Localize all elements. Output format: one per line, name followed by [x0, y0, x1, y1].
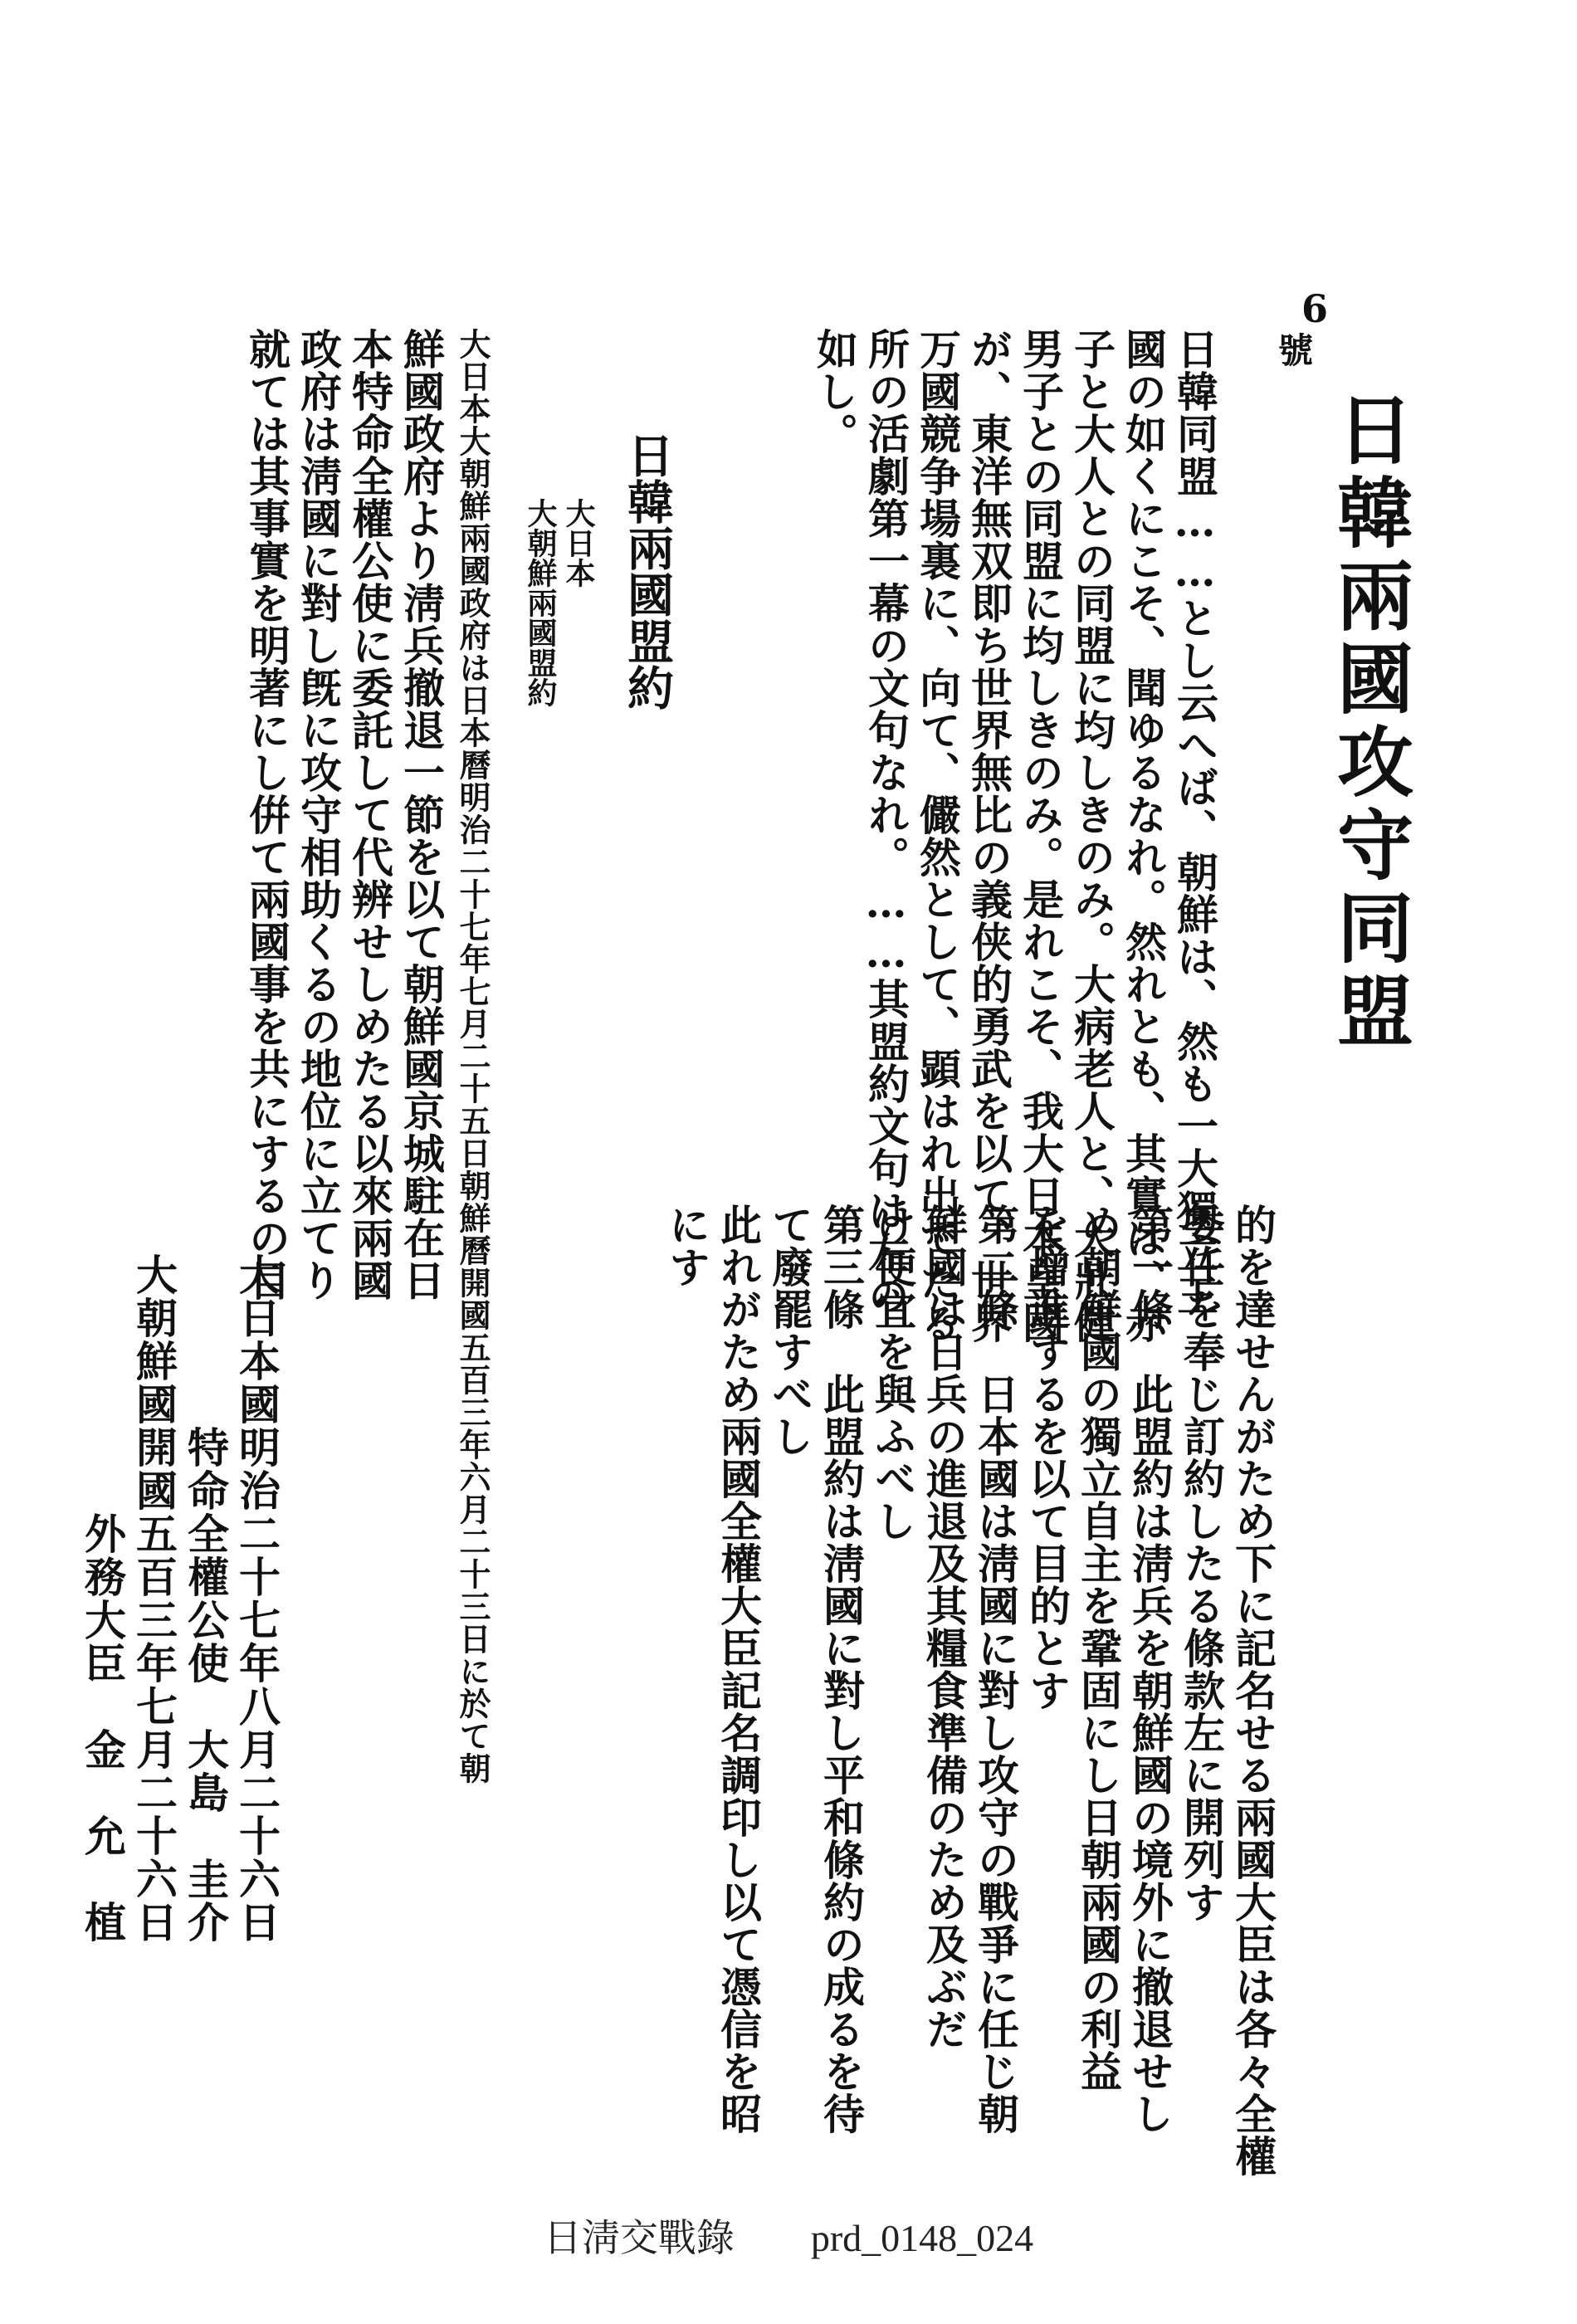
page-title: 日韓兩國攻守同盟	[1325, 390, 1414, 1054]
signature-date: 大朝鮮國開國五百三年七月二十六日	[129, 1253, 178, 1944]
page-footer: 日淸交戰錄 prd_0148_024	[543, 2217, 1034, 2259]
signatory: 特命全權公使 大島 圭介	[181, 1253, 230, 1944]
text-line: 子と大人との同盟に均しきのみ。大病老人と、大壯健	[1067, 328, 1116, 1344]
text-line: にす	[662, 1204, 711, 1288]
text-line: 鮮國政府より淸兵撤退一節を以て朝鮮國京城駐在日	[397, 328, 446, 1301]
text-line: 就ては其事實を明著にし倂て兩國事を共にするの目	[242, 328, 291, 1301]
text-line: 男子との同盟に均しきのみ。是れこそ、我大日本皇國	[1016, 328, 1065, 1344]
text-line: 日韓同盟……とし云へば、朝鮮は、然も一大獨立王	[1170, 328, 1219, 1316]
article-line: て廢罷すべし	[765, 1204, 814, 1457]
signature-date: 大日本國明治二十七年八月二十六日	[232, 1253, 281, 1944]
issue-suffix: 號	[1273, 332, 1314, 367]
article-line: 第三條 此盟約は淸國に對し平和條約の成るを待	[817, 1204, 866, 2135]
article-line: 鮮國は日兵の進退及其糧食準備のため及ぶだ	[920, 1204, 969, 2050]
treaty-articles	[661, 1204, 1278, 2177]
text-line: 此れがため兩國全權大臣記名調印し以て憑信を昭	[714, 1204, 763, 2135]
text-line: 大日本大朝鮮兩國政府は日本曆明治二十七年七月二十五日朝鮮曆開國五百三年六月二十三日に於て朝	[454, 328, 491, 1784]
article-line: を增進するを以て目的とす	[1023, 1204, 1072, 1711]
subline: 大朝鮮兩國盟約	[523, 498, 558, 707]
text-line: 万國競争場裏に、向て、儼然として、顕はれ出でたる	[913, 328, 962, 1344]
text-line: 政府は淸國に對し旣に攻守相助くるの地位に立てり	[294, 328, 343, 1301]
text-line: 國の如くにこそ、聞ゆるなれ。然れとも、其實は、赤	[1119, 328, 1168, 1344]
text-line: 如し。	[810, 328, 859, 455]
text-line: 所の活劇第一幕の文句なれ。……其盟約文句は左の	[862, 328, 911, 1316]
issue-number: 6	[1301, 286, 1328, 331]
intro-paragraph	[808, 328, 1220, 1344]
article-line: め朝鮮國の獨立自主を鞏固にし日朝兩國の利益	[1074, 1204, 1123, 2092]
article-line: 第一條 此盟約は淸兵を朝鮮國の境外に撤退せし	[1125, 1204, 1174, 2135]
treaty-title: 日韓兩國盟約	[620, 432, 675, 710]
treaty-sublines	[521, 498, 598, 707]
article-line: 第二條 日本國は淸國に對し攻守の戰爭に任じ朝	[971, 1204, 1020, 2135]
text-line: が、東洋無双即ち世界無比の義侠的勇武を以て、世界	[964, 328, 1013, 1344]
subline: 大日本	[561, 498, 596, 588]
text-line: 的を達せんがため下に記名せる兩國大臣は各々全權	[1228, 1204, 1277, 2177]
article-line: け便宜を與ふべし	[868, 1204, 917, 1542]
text-line: 委任を奉じ訂約したる條款左に開列す	[1177, 1204, 1226, 1923]
text-line: 本特命全權公使に委託して代辨せしめたる以來兩國	[345, 328, 394, 1301]
signature-block	[76, 1253, 282, 1944]
signatory: 外務大臣 金 允 植	[78, 1253, 127, 1944]
